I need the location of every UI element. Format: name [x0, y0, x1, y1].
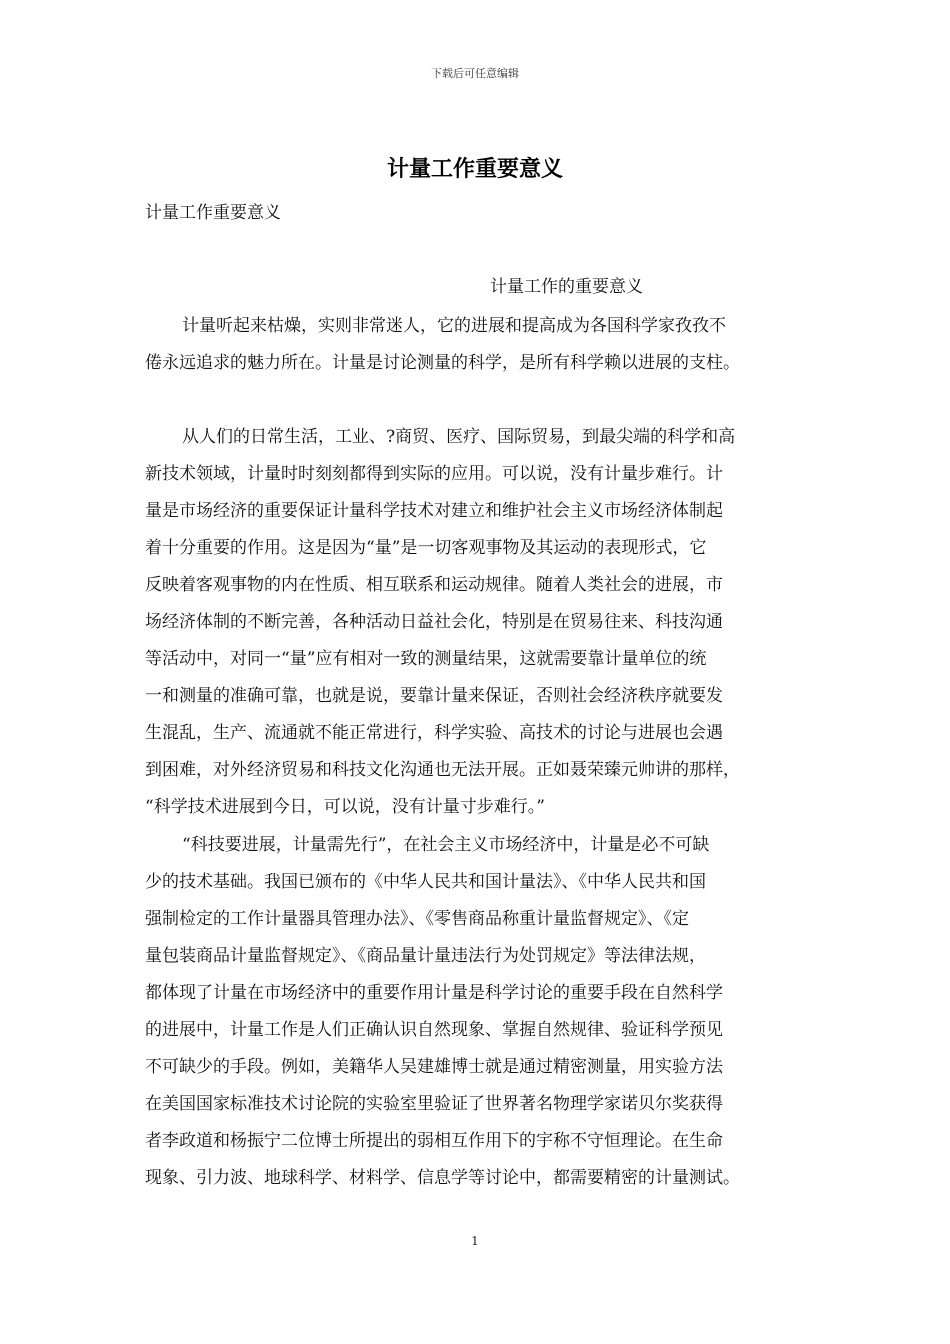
paragraph-line: “科技要进展，计量需先行”，在社会主义市场经济中，计量是必不可缺 [182, 835, 710, 855]
paragraph-line: 到困难，对外经济贸易和科技文化沟通也无法开展。正如聂荣臻元帅讲的那样， [145, 760, 740, 780]
paragraph-line: 的进展中，计量工作是人们正确认识自然现象、掌握自然规律、验证科学预见 [145, 1020, 723, 1040]
document-title: 计量工作重要意义 [386, 156, 563, 182]
section-heading: 计量工作的重要意义 [490, 277, 643, 297]
paragraph-line: 量包装商品计量监督规定》、《商品量计量违法行为处罚规定》等法律法规， [145, 946, 706, 966]
paragraph-line: 在美国国家标准技术讨论院的实验室里验证了世界著名物理学家诺贝尔奖获得 [145, 1094, 723, 1114]
paragraph-line: 量是市场经济的重要保证计量科学技术对建立和维护社会主义市场经济体制起 [145, 501, 723, 521]
paragraph-line: 强制检定的工作计量器具管理办法》、《零售商品称重计量监督规定》、《定 [145, 909, 689, 929]
paragraph-line: 新技术领域，计量时时刻刻都得到实际的应用。可以说，没有计量步难行。计 [145, 464, 723, 484]
document-subtitle: 计量工作重要意义 [145, 203, 281, 223]
paragraph-line: “科学技术进展到今日，可以说，没有计量寸步难行。” [145, 797, 545, 817]
page-number: 1 [471, 1234, 479, 1248]
paragraph-line: 着十分重要的作用。这是因为“量”是一切客观事物及其运动的表现形式，它 [145, 538, 707, 558]
paragraph-line: 反映着客观事物的内在性质、相互联系和运动规律。随着人类社会的进展，市 [145, 575, 723, 595]
paragraph-line: 现象、引力波、地球科学、材料学、信息学等讨论中，都需要精密的计量测试。 [145, 1168, 740, 1188]
paragraph-3 [145, 827, 825, 1197]
paragraph-2 [145, 419, 825, 826]
paragraph-line: 场经济体制的不断完善，各种活动日益社会化，特别是在贸易往来、科技沟通 [145, 612, 723, 632]
paragraph-line: 等活动中，对同一“量”应有相对一致的测量结果，这就需要靠计量单位的统 [145, 649, 707, 669]
paragraph-line: 都体现了计量在市场经济中的重要作用计量是科学讨论的重要手段在自然科学 [145, 983, 723, 1003]
header-note: 下载后可任意编辑 [431, 67, 519, 80]
paragraph-line: 生混乱，生产、流通就不能正常进行，科学实验、高技术的讨论与进展也会遇 [145, 723, 723, 743]
paragraph-line: 倦永远追求的魅力所在。计量是讨论测量的科学，是所有科学赖以进展的支柱。 [145, 353, 740, 373]
paragraph-line: 不可缺少的手段。例如，美籍华人吴建雄博士就是通过精密测量，用实验方法 [145, 1057, 723, 1077]
paragraph-line: 计量听起来枯燥，实则非常迷人，它的进展和提高成为各国科学家孜孜不 [182, 316, 726, 336]
paragraph-line: 者李政道和杨振宁二位博士所提出的弱相互作用下的宇称不守恒理论。在生命 [145, 1131, 723, 1151]
paragraph-line: 少的技术基础。我国已颁布的《中华人民共和国计量法》、《中华人民共和国 [145, 872, 706, 892]
paragraph-1 [145, 308, 825, 382]
paragraph-line: 一和测量的准确可靠，也就是说，要靠计量来保证，否则社会经济秩序就要发 [145, 686, 723, 706]
paragraph-line: 从人们的日常生活，工业、?商贸、医疗、国际贸易，到最尖端的科学和高 [182, 427, 736, 447]
